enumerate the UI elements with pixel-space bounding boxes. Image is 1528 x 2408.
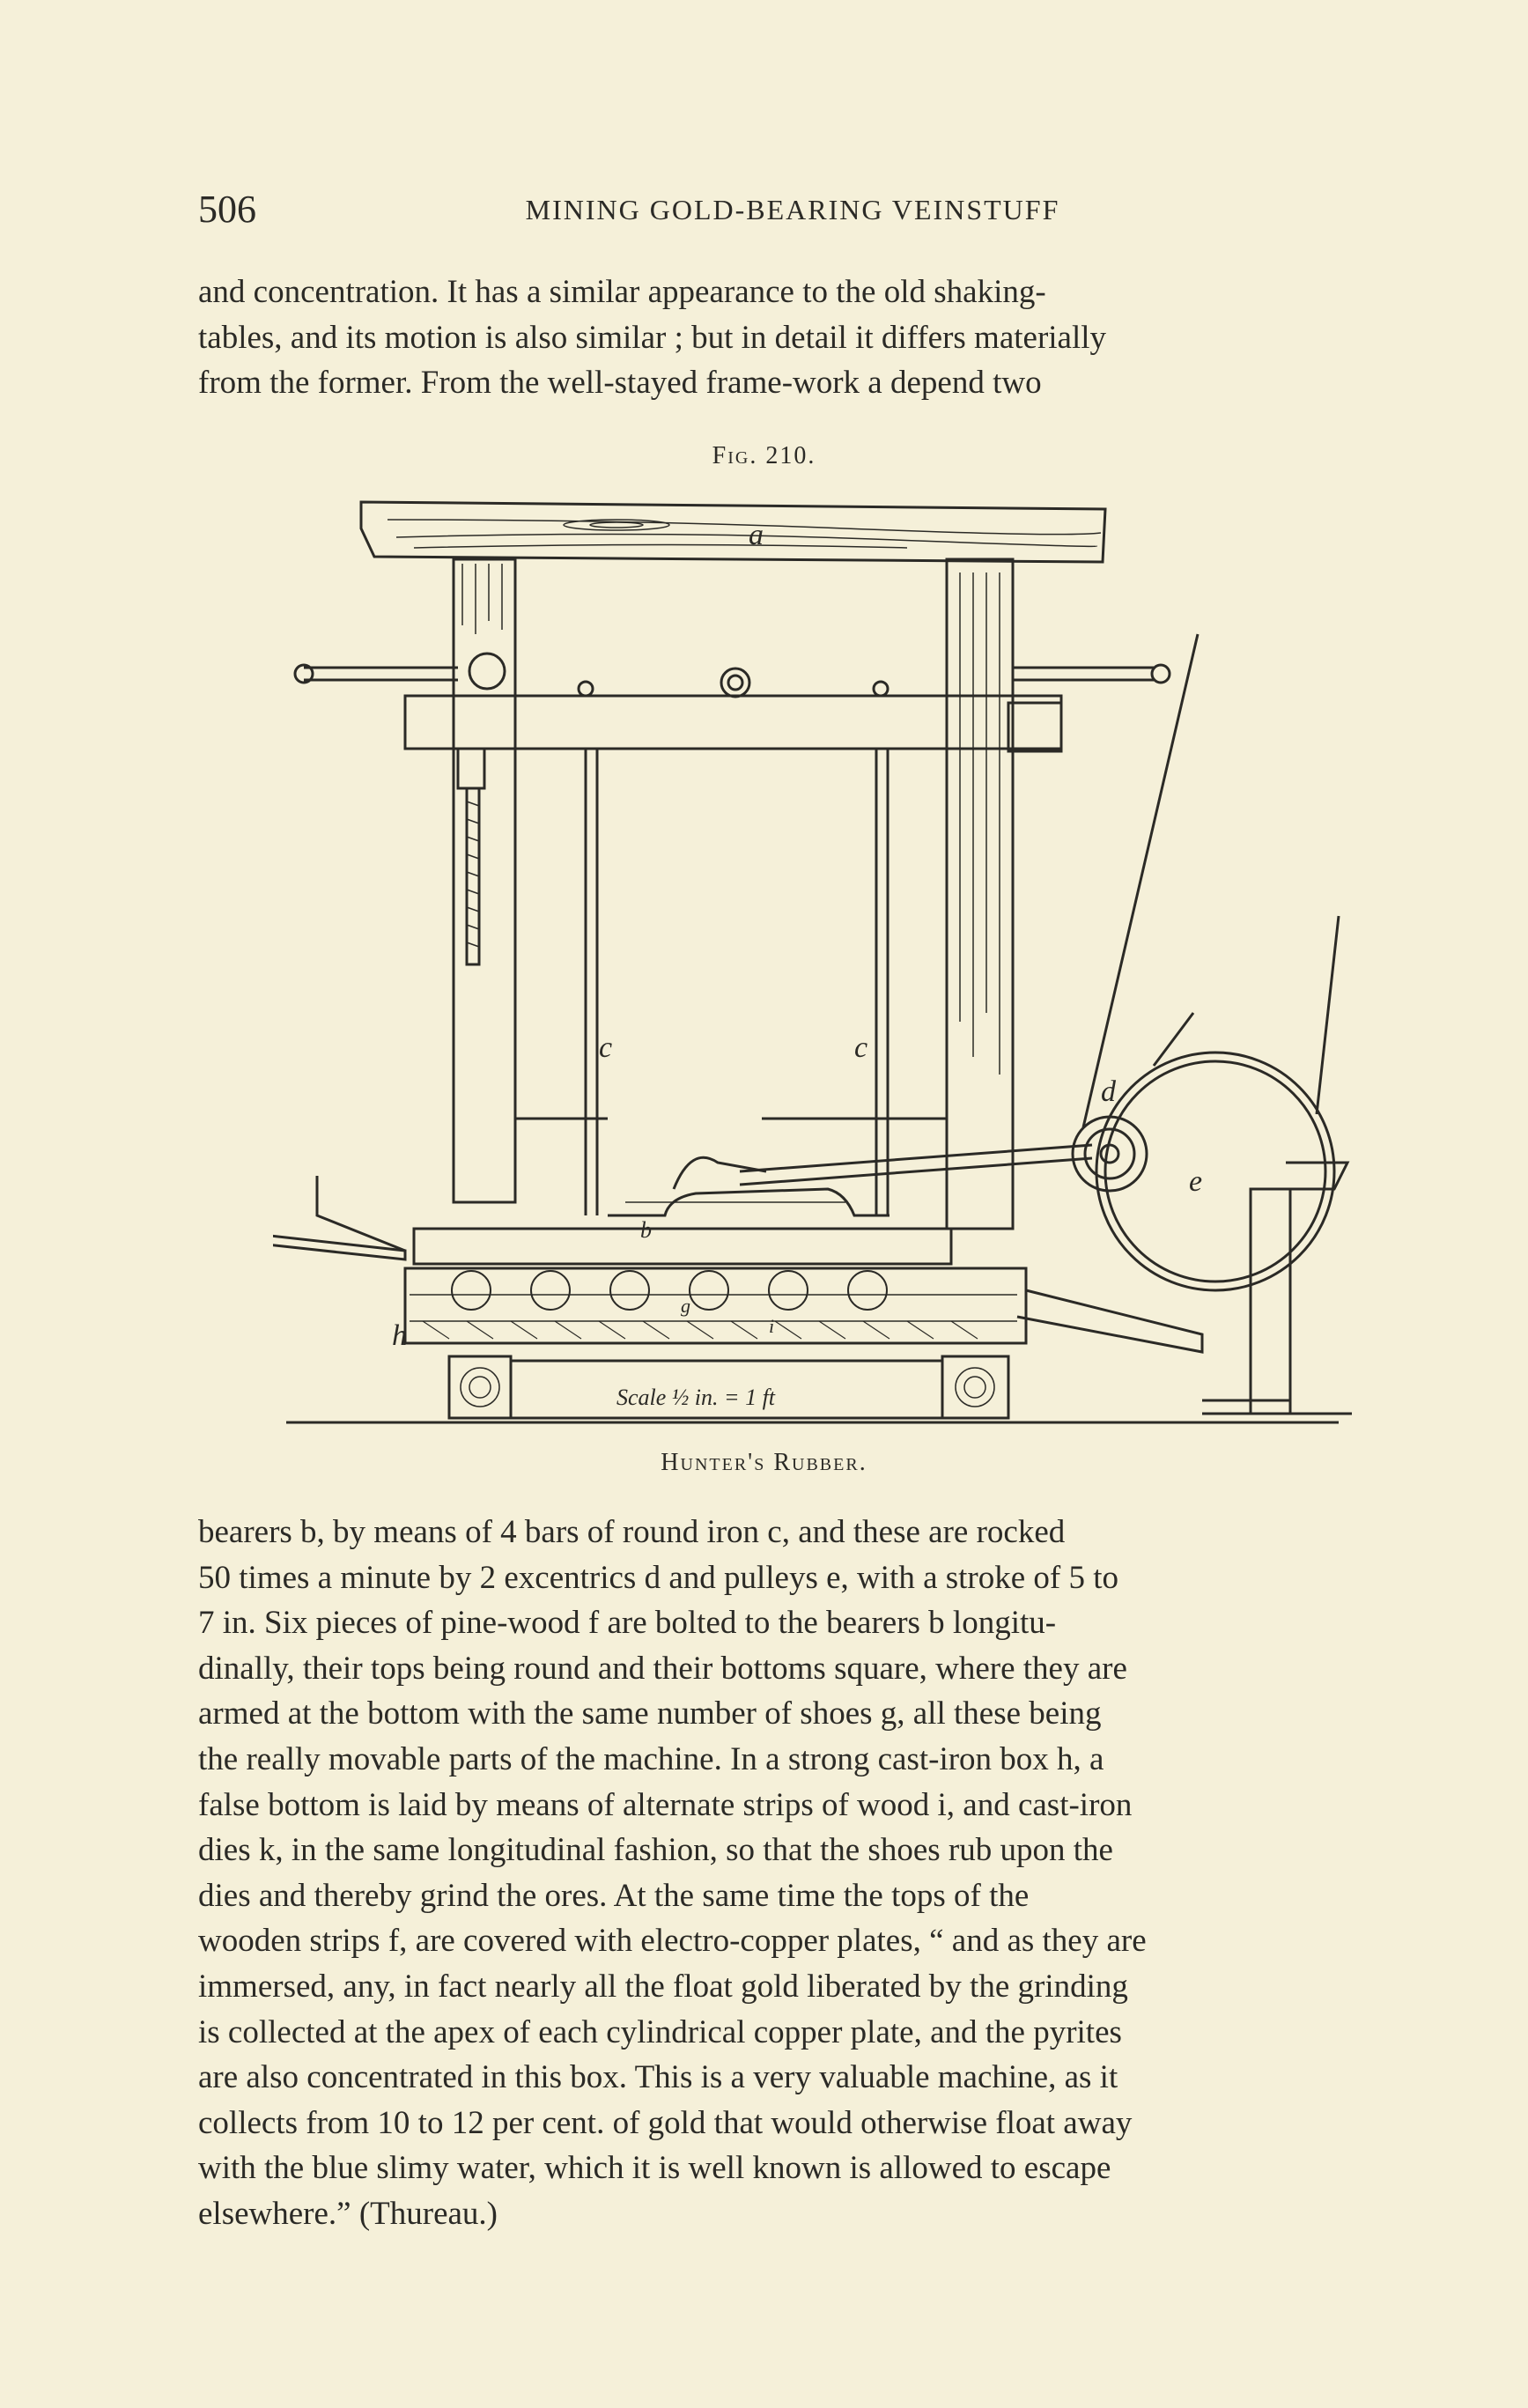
figure-number: Fig. 210. xyxy=(712,442,816,469)
label-h: h xyxy=(392,1319,407,1352)
text-line: from the former. From the well-stayed frame-work a depend two xyxy=(198,365,1042,402)
text-line: dinally, their tops being round and their bottoms square, where they are xyxy=(198,1650,1127,1687)
text-line: elsewhere.” (Thureau.) xyxy=(198,2195,498,2232)
scale-note: Scale ½ in. = 1 ft xyxy=(616,1385,776,1410)
text-line: are also concentrated in this box. This is a very valuable machine, as it xyxy=(198,2059,1118,2096)
text-line: immersed, any, in fact nearly all the float gold liberated by the grinding xyxy=(198,1968,1128,2005)
text-line: dies and thereby grind the ores. At the same time the tops of the xyxy=(198,1877,1030,1914)
running-title: MINING GOLD-BEARING VEINSTUFF xyxy=(525,194,1060,225)
page-number: 506 xyxy=(198,188,256,231)
body-paragraph xyxy=(198,1510,1387,2237)
text-line: the really movable parts of the machine. In a strong cast-iron box h, a xyxy=(198,1740,1104,1777)
text-line: dies k, in the same longitudinal fashion, so that the shoes rub upon the xyxy=(198,1832,1113,1869)
label-c-right: c xyxy=(854,1031,868,1064)
figure-caption: Hunter's Rubber. xyxy=(661,1449,867,1476)
text-line: false bottom is laid by means of alternate strips of wood i, and cast-iron xyxy=(198,1786,1133,1823)
text-line: 50 times a minute by 2 excentrics d and pulleys e, with a stroke of 5 to xyxy=(198,1559,1119,1596)
label-e: e xyxy=(1189,1165,1203,1198)
figure-hunters-rubber xyxy=(273,493,1356,1436)
text-line: collects from 10 to 12 per cent. of gold that would otherwise float away xyxy=(198,2104,1133,2141)
text-line: tables, and its motion is also similar ; but in detail it differs materially xyxy=(198,319,1107,356)
text-line: is collected at the apex of each cylindrical copper plate, and the pyrites xyxy=(198,2013,1122,2050)
label-g: g xyxy=(681,1295,690,1317)
text-line: 7 in. Six pieces of pine-wood f are bolted to the bearers b longitu- xyxy=(198,1605,1057,1642)
text-line: bearers b, by means of 4 bars of round iron c, and these are rocked xyxy=(198,1514,1066,1550)
label-d: d xyxy=(1101,1075,1116,1108)
text-line: and concentration. It has a similar appearance to the old shaking- xyxy=(198,274,1046,310)
text-line: with the blue slimy water, which it is well known is allowed to escape xyxy=(198,2150,1111,2187)
label-a: a xyxy=(749,519,764,551)
label-i: i xyxy=(769,1315,775,1337)
text-line: armed at the bottom with the same number of shoes g, all these being xyxy=(198,1695,1102,1732)
text-line: wooden strips f, are covered with electro-copper plates, “ and as they are xyxy=(198,1923,1147,1960)
running-head xyxy=(198,187,1387,231)
label-b: b xyxy=(640,1217,652,1243)
top-paragraph xyxy=(198,270,1387,406)
label-c-left: c xyxy=(599,1031,613,1064)
